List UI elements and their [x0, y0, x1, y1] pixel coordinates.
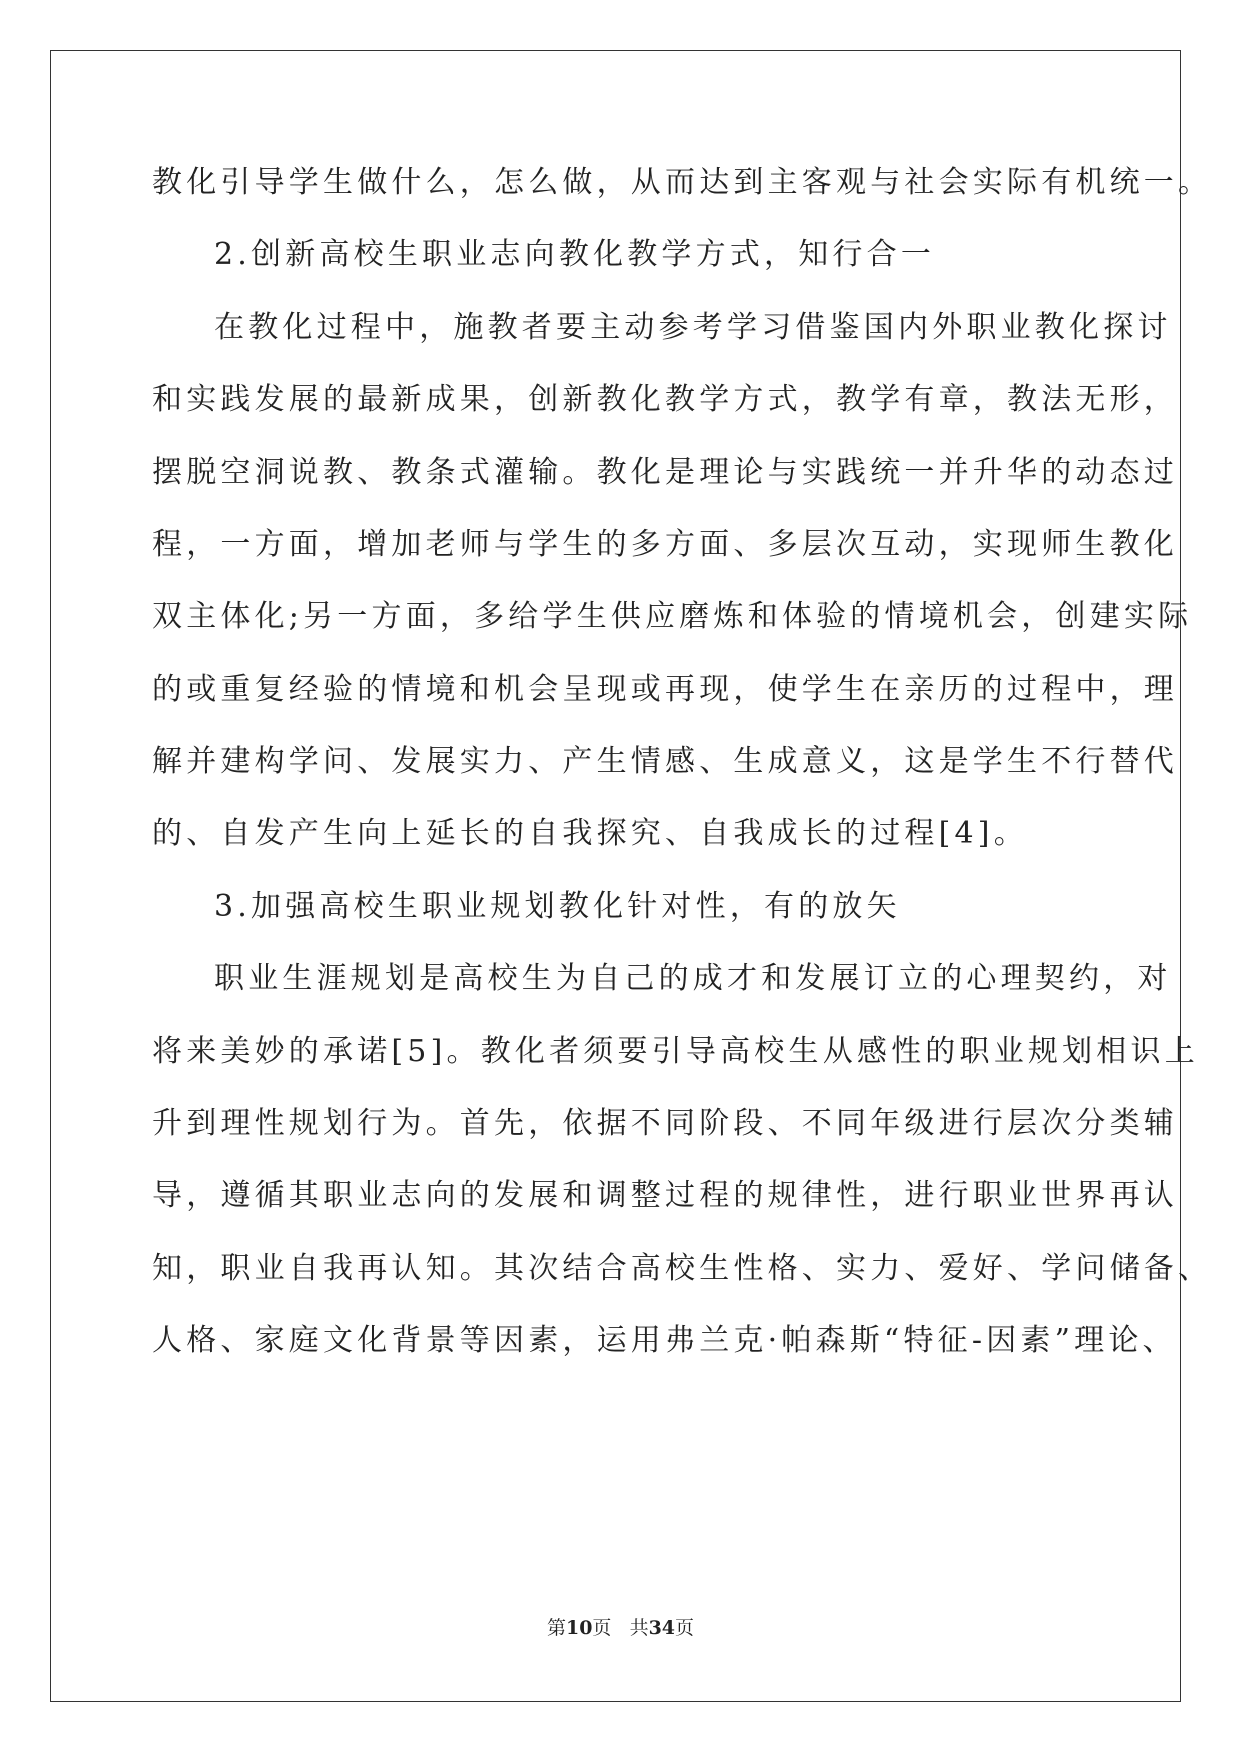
paragraph-line: 升到理性规划行为。首先，依据不同阶段、不同年级进行层次分类辅	[152, 1106, 1178, 1141]
footer-total-prefix: 共	[629, 1617, 649, 1639]
paragraph-line: 的或重复经验的情境和机会呈现或再现，使学生在亲历的过程中，理	[152, 672, 1178, 707]
current-page-number: 10	[565, 1617, 593, 1639]
paragraph-line: 摆脱空洞说教、教条式灌输。教化是理论与实践统一并升华的动态过	[152, 455, 1178, 490]
footer-page-suffix: 页	[592, 1617, 612, 1639]
paragraph-line: 导，遵循其职业志向的发展和调整过程的规律性，进行职业世界再认	[152, 1178, 1178, 1213]
paragraph-line: 将来美妙的承诺[5]。教化者须要引导高校生从感性的职业规划相识上	[152, 1034, 1199, 1069]
page-footer	[0, 1613, 1241, 1640]
footer-prefix: 第	[546, 1617, 566, 1639]
page-border	[50, 50, 1181, 1702]
paragraph-line: 双主体化;另一方面，多给学生供应磨炼和体验的情境机会，创建实际	[152, 599, 1193, 634]
section-heading: 2.创新高校生职业志向教化教学方式，知行合一	[214, 237, 936, 272]
paragraph-line: 解并建构学问、发展实力、产生情感、生成意义，这是学生不行替代	[152, 744, 1178, 779]
paragraph-line: 人格、家庭文化背景等因素，运用弗兰克·帕森斯“特征-因素”理论、	[152, 1323, 1177, 1358]
paragraph-line: 和实践发展的最新成果，创新教化教学方式，教学有章，教法无形，	[152, 382, 1178, 417]
paragraph-line: 程，一方面，增加老师与学生的多方面、多层次互动，实现师生教化	[152, 527, 1178, 562]
section-heading: 3.加强高校生职业规划教化针对性，有的放矢	[214, 889, 901, 924]
paragraph-line: 知，职业自我再认知。其次结合高校生性格、实力、爱好、学问储备、	[152, 1251, 1213, 1286]
total-page-count: 34	[648, 1617, 676, 1639]
paragraph-line: 在教化过程中，施教者要主动参考学习借鉴国内外职业教化探讨	[214, 310, 1172, 345]
footer-total-suffix: 页	[675, 1617, 695, 1639]
paragraph-line: 职业生涯规划是高校生为自己的成才和发展订立的心理契约，对	[214, 961, 1172, 996]
paragraph-line: 的、自发产生向上延长的自我探究、自我成长的过程[4]。	[152, 816, 1028, 851]
paragraph-line: 教化引导学生做什么，怎么做，从而达到主客观与社会实际有机统一。	[152, 165, 1213, 200]
